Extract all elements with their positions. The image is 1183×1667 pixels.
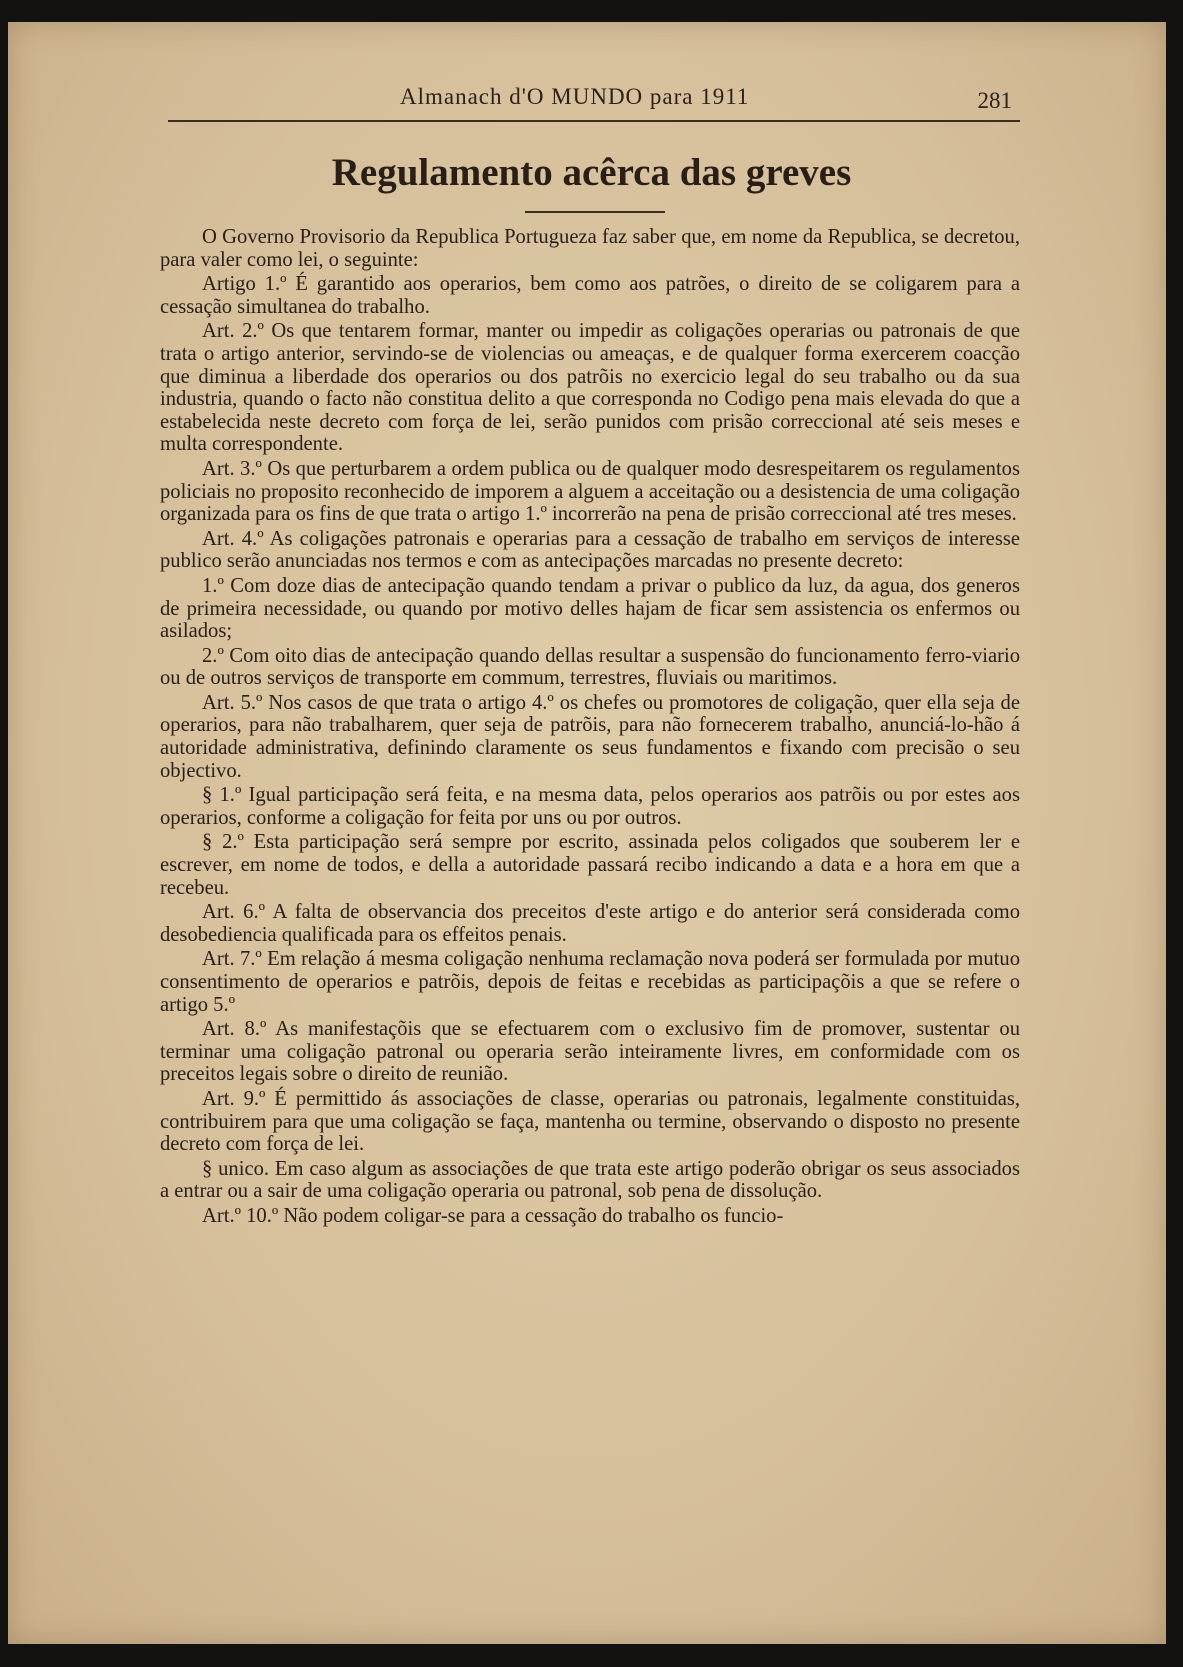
paragraph: Art. 8.º As manifestaçõis que se efectuarem com o exclusivo fim de promover, sustentar ou terminar uma coligação patronal ou operaria serão inteiramente livres, em conformidade com os preceitos legais sobre o direito de reunião.: [160, 1018, 1020, 1086]
paragraph: Art. 3.º Os que perturbarem a ordem publica ou de qualquer modo desrespeitarem os regulamentos policiais no proposito reconhecido de imporem a alguem a acceitação ou a desistencia de uma coligação organizada para os fins de que trata o artigo 1.º incorrerão na pena de prisão correccional até tres meses.: [160, 457, 1020, 526]
paragraph: O Governo Provisorio da Republica Portugueza faz saber que, em nome da Republica, se decretou, para valer como lei, o seguinte:: [160, 226, 1020, 271]
page-header: [160, 78, 1020, 118]
paragraph: 2.º Com oito dias de antecipação quando dellas resultar a suspensão do funcionamento ferro-viario ou de outros serviços de transporte em commum, terrestres, fluviais ou maritimos.: [160, 644, 1020, 690]
paragraph: § 2.º Esta participação será sempre por escrito, assinada pelos coligados que souberem ler e escrever, em nome de todos, e della a autoridade passará recibo indicando a data e a hora em que a recebeu.: [160, 831, 1020, 899]
header-divider: [168, 120, 1020, 122]
paragraph: § 1.º Igual participação será feita, e na mesma data, pelos operarios aos patrõis ou por estes aos operarios, conforme a coligação for feita por uns ou por outros.: [160, 784, 1020, 829]
paragraph: Art.º 10.º Não podem coligar-se para a cessação do trabalho os funcio-: [202, 1204, 784, 1227]
paragraph: Art. 2.º Os que tentarem formar, manter ou impedir as coligações operarias ou patronais de que trata o artigo anterior, servindo-se de violencias ou ameaças, e de qualquer forma exercerem coacção que diminua a liberdade dos operarios ou dos patrõis no exercicio legal do seu trabalho ou da sua industria, quando o facto não constitua delito a que corresponda no Codigo pena mais elevada do que a estabelecida neste decreto com força de lei, serão punidos com prisão correccional até seis meses e multa correspondente.: [160, 320, 1020, 456]
paragraph: 1.º Com doze dias de antecipação quando tendam a privar o publico da luz, da agua, dos generos de primeira necessidade, ou quando por motivo delles hajam de ficar sem assistencia os enfermos ou asilados;: [160, 574, 1020, 643]
paragraph: Art. 9.º É permittido ás associações de classe, operarias ou patronais, legalmente constituidas, contribuirem para que uma coligação se faça, mantenha ou termine, observando o disposto no presente decreto com força de lei.: [160, 1087, 1020, 1156]
page-number: 281: [977, 88, 1012, 113]
paragraph: Art. 4.º As coligações patronais e operarias para a cessação de trabalho em serviços de interesse publico serão anunciadas nos termos e com as antecipações marcadas no presente decreto:: [160, 527, 1020, 573]
article-body: [160, 226, 1020, 1230]
page-title: Regulamento acêrca das greves: [331, 151, 852, 194]
paragraph: Art. 5.º Nos casos de que trata o artigo 4.º os chefes ou promotores de coligação, quer ella seja de operarios, para não trabalharem, quer seja de patrõis, para não fornecerem trabalho, anunciá-lo-hão á autoridade administrativa, definindo claramente os seus fundamentos e fixando com precisão o seu objectivo.: [160, 691, 1020, 782]
paragraph: Art. 6.º A falta de observancia dos preceitos d'este artigo e do anterior será considerada como desobediencia qualificada para os effeitos penais.: [160, 901, 1020, 946]
paragraph: § unico. Em caso algum as associações de que trata este artigo poderão obrigar os seus associados a entrar ou a sair de uma coligação operaria ou patronal, sob pena de dissolução.: [160, 1157, 1020, 1203]
title-divider: [525, 211, 665, 213]
paragraph: Artigo 1.º É garantido aos operarios, bem como aos patrões, o direito de se coligarem para a cessação simultanea do trabalho.: [160, 273, 1020, 318]
running-title: Almanach d'O MUNDO para 1911: [400, 84, 750, 109]
paragraph: Art. 7.º Em relação á mesma coligação nenhuma reclamação nova poderá ser formulada por mutuo consentimento de operarios e patrõis, depois de feitas e recebidas as participaçõis a que se refere o artigo 5.º: [160, 948, 1020, 1016]
